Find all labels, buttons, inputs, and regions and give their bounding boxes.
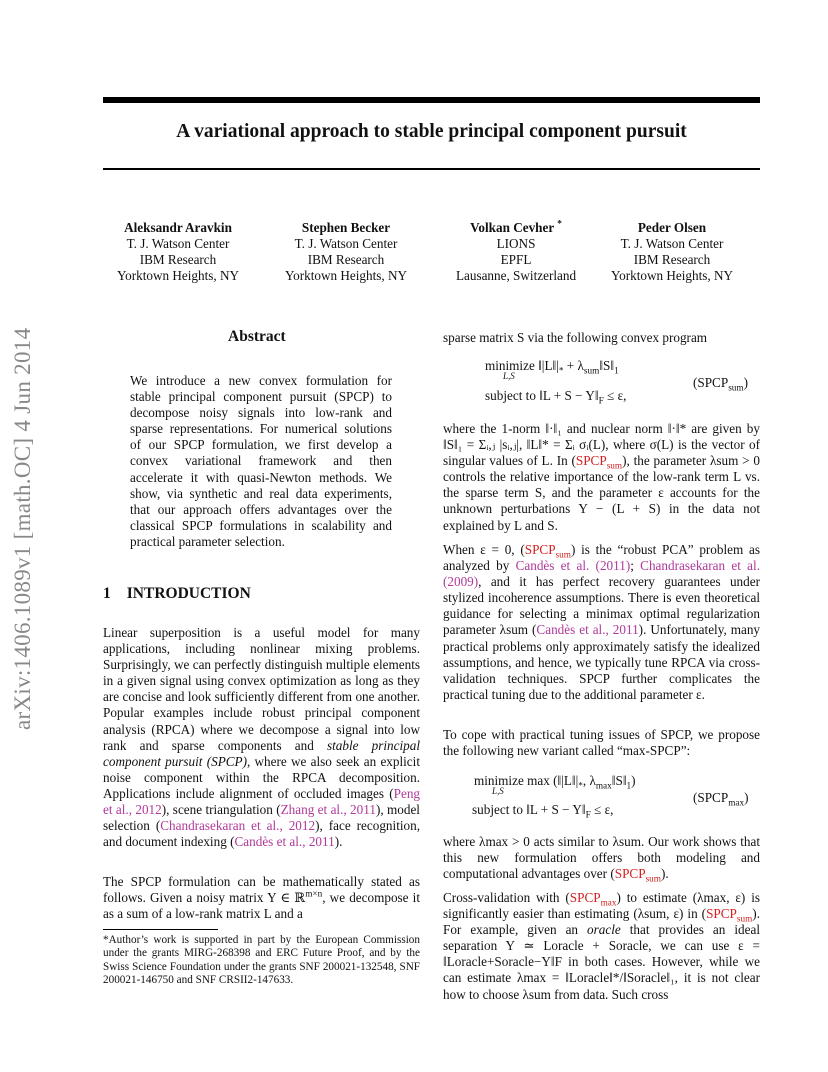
equation-label-sub: sum [728, 382, 744, 393]
equation-line: minimize $\max (‖|L‖|_*$, $\lambda_{max}‖S‖_1$) [474, 773, 636, 791]
section-heading [103, 585, 251, 603]
footnote: *Author’s work is supported in part by the European Commission under the grants MIRG-268398 and ERC Future Proof, and by the Swiss Science Foundation under the grants SNF 200021-132548, SNF 200021-146750 and SNF CRSII2-147633. [103, 934, 420, 987]
author-affiliation: Yorktown Heights, NY [284, 268, 408, 283]
equation-label: $(SPCP_{max})$ [693, 790, 749, 808]
text-run: ). [334, 834, 343, 850]
footnote-mark: * [557, 218, 562, 229]
author-affiliation: IBM Research [139, 252, 217, 267]
text-run: ), model selection ( [103, 802, 420, 834]
text-run: ), scene triangulation ( [161, 802, 281, 818]
author-affiliation: Yorktown Heights, NY [116, 268, 240, 283]
author-name-text: Volkan Cevher [470, 220, 554, 235]
citation-link[interactable]: Chandrasekaran et al. (2009) [443, 558, 760, 590]
equation-spcp-sum [443, 358, 760, 408]
author-name: Stephen Becker [301, 220, 391, 235]
text-run: where the 1-norm ‖·‖₁ and nuclear norm ‖·‖* are given by ‖S‖₁ = Σᵢ,ⱼ |sᵢ,ⱼ|, ‖L‖* = Σᵢ σᵢ(L), where σ(L) is the vector of singular values of L. In ( [443, 421, 760, 469]
text-run: ). For example, given an [443, 906, 760, 938]
intro-paragraph-2 [103, 874, 420, 922]
text-run: The SPCP formulation can be mathematically stated as follows. Given a noisy matrix Y ∈ ℝ [103, 874, 420, 906]
equation-ref-link[interactable]: $SPCP_{sum}$ [524, 542, 571, 560]
equation-label-text: (SPCP [693, 375, 729, 390]
equation-line: minimize $‖|L‖|_*$ + $\lambda_{sum}‖S‖_1$ [485, 358, 619, 376]
equation-spcp-max [443, 773, 760, 823]
text-run: , and it has perfect recovery guarantees under stylized incoherence assumptions. There is even theoretical guidance for selecting a minimax optimal regularization parameter λsum ( [443, 574, 760, 638]
title-rule-bottom [103, 168, 760, 170]
arxiv-stamp: arXiv:1406.1089v1 [math.OC] 4 Jun 2014 [10, 327, 35, 730]
author-affiliation: IBM Research [633, 252, 711, 267]
text-run: , we decompose it as a sum of a low-rank matrix L and a [103, 890, 420, 922]
author-affiliation: Lausanne, Switzerland [455, 268, 577, 283]
equation-subscript: L,S [492, 786, 504, 796]
author-affiliation: Yorktown Heights, NY [610, 268, 734, 283]
text-run: where λmax > 0 acts similar to λsum. Our work shows that this new formulation offers both modeling and computational advantages over ( [443, 834, 760, 882]
author-name [431, 220, 601, 236]
author-affiliation: LIONS [496, 236, 536, 251]
abstract-text: We introduce a new convex formulation for stable principal component pursuit (SPCP) to decompose noisy signals into low-rank and sparse representations. For numerical solutions of our SPCP formulation, we first develop a convex variational framework and then accelerate it with quasi-Newton methods. We show, via synthetic and real data experiments, that our approach offers advantages over the classical SPCP formulations in scalability and practical parameter selection. [130, 373, 392, 549]
text-run: ) to estimate (λmax, ε) is significantly easier than estimating (λsum, ε) in ( [443, 890, 761, 922]
max-where-paragraph [443, 834, 760, 882]
equation-ref-link[interactable]: $SPCP_{sum}$ [575, 453, 623, 471]
text-run: ). Unfortunately, many practical problems only approximately satisfy the idealized assumptions, and hence, we typically tune RPCA via cross-validation techniques. SPCP further complicates the practical tuning due to the additional parameter ε. [443, 622, 761, 702]
cross-validation-paragraph [443, 890, 760, 1003]
text-run: Linear superposition is a useful model for many applications, including nonlinear mixing problems. Surprisingly, we can perfectly distinguish multiple elements in a given signal using convex optimization as long as they are concise and look sufficiently different from one another. Popular examples include robust principal component analysis (RPCA) where we decompose a signal into low rank and sparse components and [103, 625, 420, 753]
program-intro: sparse matrix S via the following convex program [443, 330, 708, 345]
superscript: m×n [305, 888, 323, 899]
title-rule-top [103, 97, 760, 103]
author-block [431, 220, 601, 284]
equation-ref-link[interactable]: $SPCP_{sum}$ [614, 866, 661, 884]
equation-label-sub: max [728, 797, 745, 808]
equation-ref-link[interactable]: $SPCP_{sum}$ [706, 906, 753, 924]
cope-paragraph: To cope with practical tuning issues of SPCP, we propose the following new variant called “max-SPCP”: [443, 727, 760, 759]
text-run: that provides an ideal separation Y ≃ Loracle + Soracle, we can use ε = ‖Loracle+Soracle−Y‖F in both cases. However, while we can estimate λmax = ‖Loracle‖*/‖Soracle‖₁, it is not clear how to choose λsum from data. Such cross [443, 922, 760, 1002]
author-affiliation: EPFL [500, 252, 532, 267]
citation-link[interactable]: Peng et al., 2012 [103, 785, 420, 818]
author-block [93, 220, 263, 284]
citation-link[interactable]: Candès et al., 2011 [234, 834, 335, 850]
citation-link[interactable]: Candès et al., 2011 [536, 622, 639, 638]
author-block [587, 220, 757, 284]
robust-pca-paragraph [443, 542, 760, 703]
author-affiliation: IBM Research [307, 252, 385, 267]
text-run: ), face recognition, and document indexing ( [103, 818, 421, 850]
author-affiliation: T. J. Watson Center [294, 236, 398, 251]
emphasis-text: stable principal component pursuit (SPCP) [103, 737, 420, 769]
text-run: ; [630, 558, 641, 574]
equation-subscript: L,S [503, 371, 515, 381]
author-name: Aleksandr Aravkin [124, 220, 232, 235]
text-run: When ε = 0, ( [443, 542, 525, 557]
equation-ref-link[interactable]: $SPCP_{max}$ [569, 890, 617, 908]
paper-title: A variational approach to stable principal component pursuit [176, 121, 687, 142]
abstract-heading: Abstract [228, 328, 286, 345]
emphasis-text: oracle [587, 922, 621, 938]
equation-label: $(SPCP_{sum})$ [693, 375, 749, 393]
footnote-rule [103, 929, 218, 930]
text-run: ) is the “robust PCA” problem as analyzed by [443, 542, 760, 574]
text-run: , where we also seek an explicit noise component within the RPCA decomposition. Applications include alignment of occluded images ( [103, 753, 420, 801]
citation-link[interactable]: Candès et al. (2011) [515, 558, 631, 574]
author-affiliation: T. J. Watson Center [126, 236, 230, 251]
author-block [261, 220, 431, 284]
text-run: ). [660, 866, 669, 882]
equation-line: subject to ‖L + $S - Y‖_F \le \varepsilon$, [472, 802, 614, 820]
where-paragraph [443, 421, 760, 534]
author-name: Peder Olsen [637, 220, 707, 235]
equation-line: subject to ‖L + $S - Y‖_F \le \varepsilon$, [485, 388, 627, 406]
intro-paragraph-1 [103, 625, 420, 850]
text-run: ), the parameter λsum > 0 controls the relative importance of the low-rank term L vs. the sparse term S, and the parameter ε accounts for the unknown perturbations Y − (L + S) in the data not explained by L and S. [443, 453, 760, 533]
text-run: Cross-validation with ( [443, 890, 570, 905]
citation-link[interactable]: Chandrasekaran et al., 2012 [160, 818, 316, 834]
citation-link[interactable]: Zhang et al., 2011 [280, 802, 376, 818]
section-number: 1 [103, 585, 111, 602]
author-affiliation: T. J. Watson Center [620, 236, 724, 251]
section-title: INTRODUCTION [126, 585, 251, 602]
